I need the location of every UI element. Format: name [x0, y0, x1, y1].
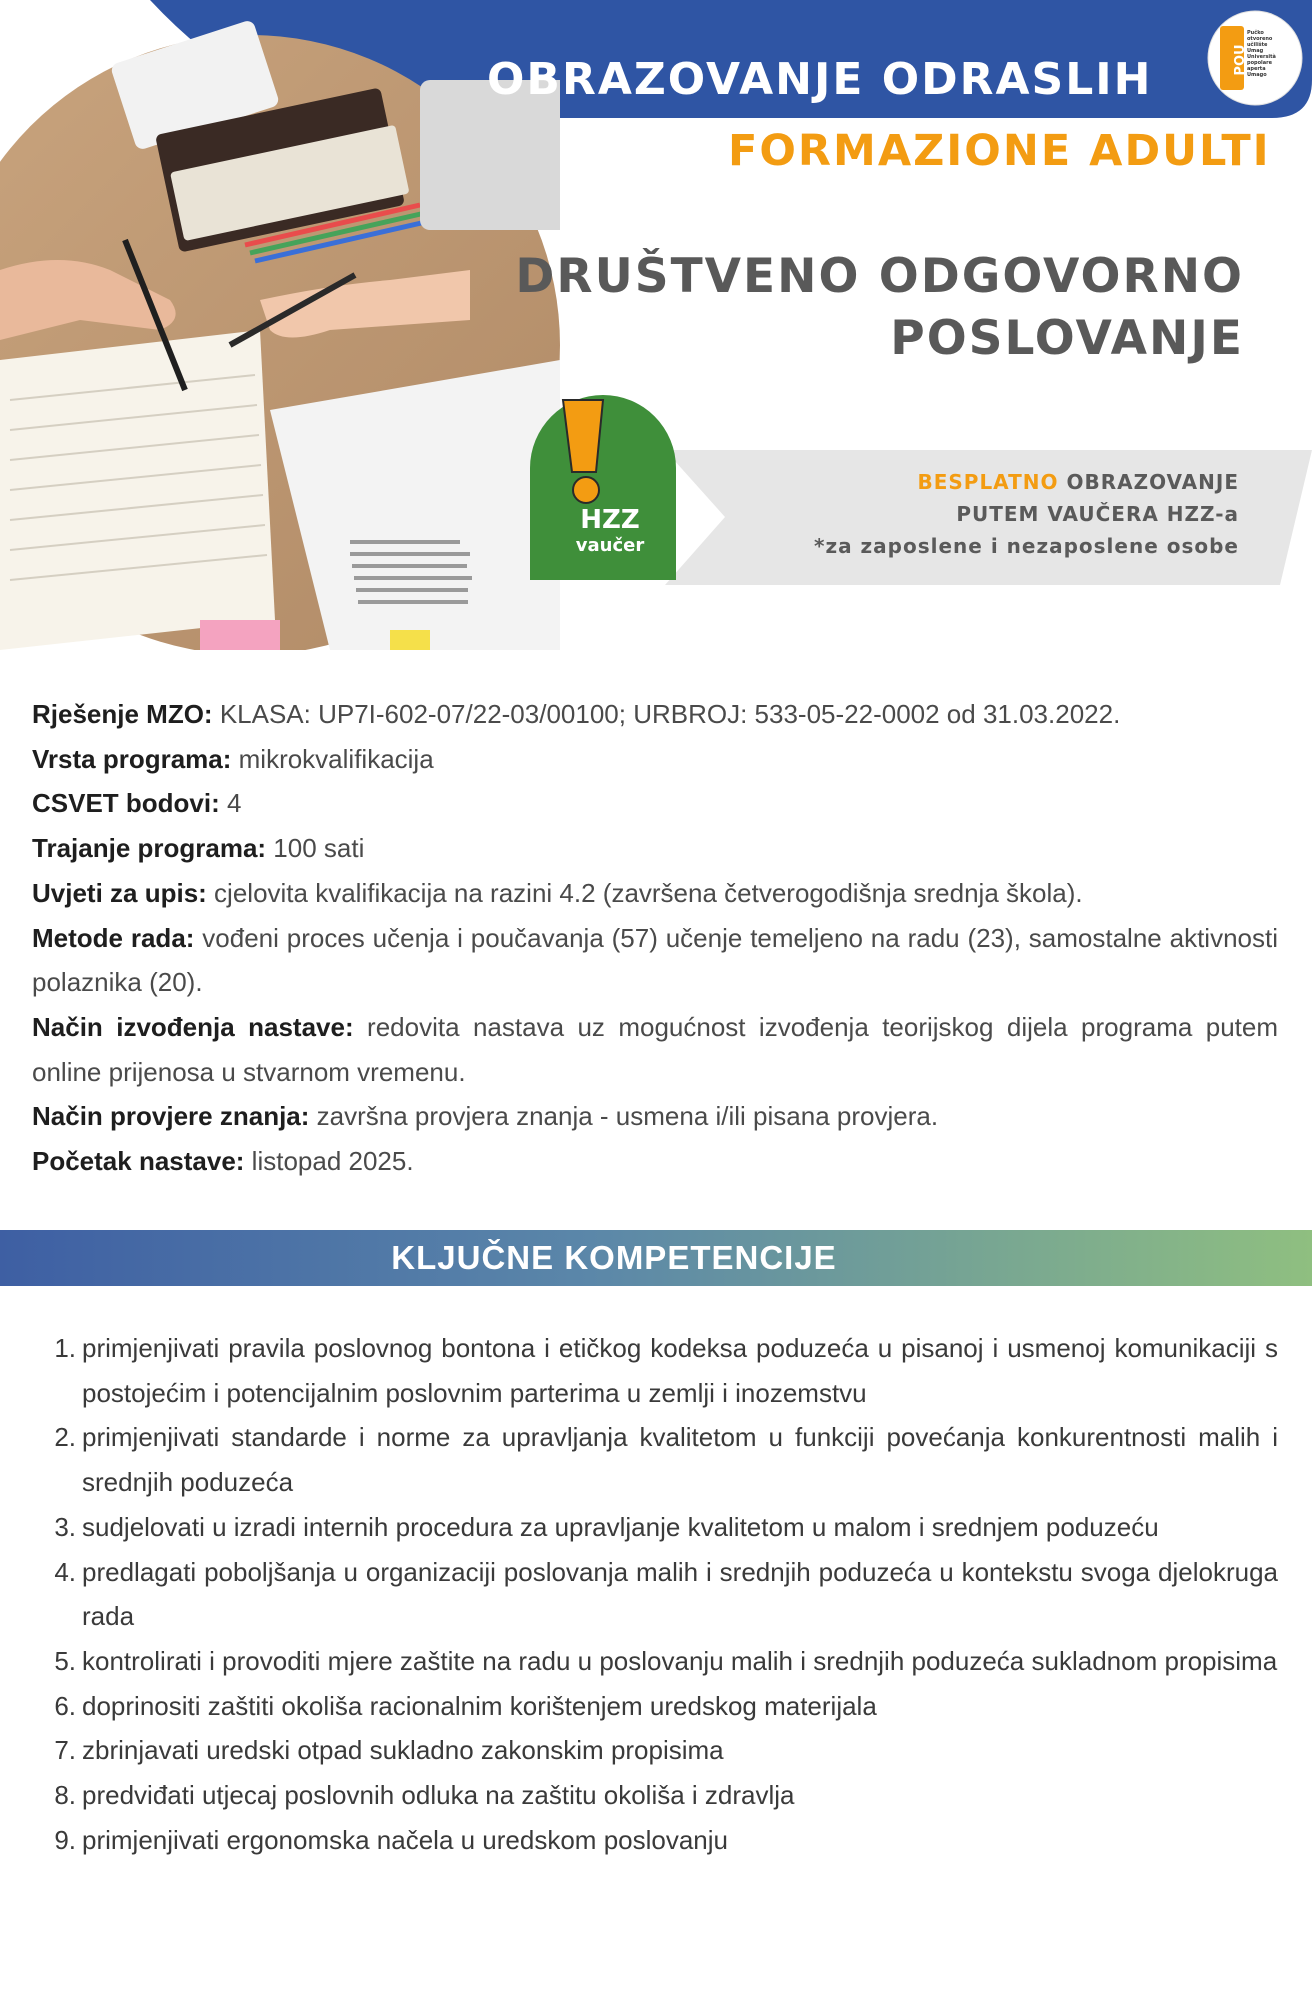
- voucher-banner-text: [814, 466, 1239, 562]
- logo-line: učilište: [1247, 42, 1268, 48]
- detail-value: listopad 2025.: [244, 1146, 414, 1177]
- title-it: FORMAZIONE ADULTI: [728, 126, 1271, 176]
- detail-value: vođeni proces učenja i poučavanja (57) učenje temeljeno na radu (23), samostalne aktivnosti polaznika (20).: [32, 922, 1278, 998]
- logo-line: Umago: [1247, 72, 1267, 78]
- item-number: 4.: [54, 1556, 76, 1587]
- detail-label: Način izvođenja nastave:: [32, 1011, 354, 1042]
- detail-label: Metode rada:: [32, 922, 195, 953]
- logo-line: Pučko: [1247, 30, 1264, 36]
- list-item: [42, 1684, 1278, 1729]
- title-hr: OBRAZOVANJE ODRASLIH: [487, 54, 1153, 105]
- detail-label: CSVET bodovi:: [32, 788, 220, 819]
- detail-value: 4: [219, 788, 242, 819]
- banner-free: BESPLATNO: [917, 470, 1059, 494]
- svg-text:POU: POU: [1233, 44, 1248, 76]
- program-details: [32, 692, 1278, 1184]
- item-number: 1.: [54, 1333, 76, 1363]
- detail-value: KLASA: UP7I-602-07/22-03/00100; URBROJ: 533-05-22-0002 od 31.03.2022.: [212, 699, 1121, 729]
- item-number: 6.: [54, 1690, 76, 1721]
- detail-row: [32, 1005, 1278, 1094]
- item-number: 5.: [54, 1645, 76, 1676]
- item-text: doprinositi zaštiti okoliša racionalnim korištenjem uredskog materijala: [82, 1690, 877, 1721]
- detail-row: [32, 781, 1278, 826]
- detail-row: [32, 692, 1278, 737]
- program-title-line1: DRUŠTVENO ODGOVORNO: [515, 249, 1244, 304]
- detail-label: Trajanje programa:: [32, 833, 267, 864]
- item-text: primjenjivati pravila poslovnog bontona i etičkog kodeksa poduzeća u pisanoj i usmenoj komunikaciji s postojećim i potencijalnim poslovnim parterima u zemlji i inozemstvu: [82, 1333, 1278, 1408]
- detail-value: mikrokvalifikacija: [231, 743, 434, 774]
- item-number: 2.: [54, 1422, 76, 1453]
- list-item: [42, 1773, 1278, 1818]
- banner-education: OBRAZOVANJE: [1058, 470, 1239, 494]
- logo-line: Umag: [1247, 48, 1264, 54]
- item-number: 9.: [54, 1824, 76, 1855]
- detail-row: [32, 916, 1278, 1005]
- detail-row: [32, 737, 1278, 782]
- banner-line3: *za zaposlene i nezaposlene osobe: [813, 534, 1239, 558]
- detail-row: [32, 1094, 1278, 1139]
- list-item: [42, 1818, 1278, 1863]
- detail-row: [32, 1139, 1278, 1184]
- detail-label: Vrsta programa:: [32, 743, 232, 774]
- detail-value: cjelovita kvalifikacija na razini 4.2 (završena četverogodišnja srednja škola).: [206, 877, 1083, 908]
- competencies-band: [0, 1230, 1312, 1286]
- list-item: [42, 1639, 1278, 1684]
- logo-line: aperta: [1247, 66, 1266, 72]
- detail-row: [32, 826, 1278, 871]
- item-text: predviđati utjecaj poslovnih odluka na zaštitu okoliša i zdravlja: [82, 1780, 795, 1811]
- item-text: primjenjivati ergonomska načela u uredskom poslovanju: [82, 1824, 729, 1855]
- hzz-small: vaučer: [575, 535, 645, 556]
- item-number: 7.: [54, 1735, 76, 1766]
- detail-label: Početak nastave:: [32, 1146, 245, 1177]
- list-item: [42, 1415, 1278, 1504]
- item-text: kontrolirati i provoditi mjere zaštite na radu u poslovanju malih i srednjih poduzeća sukladnom propisima: [82, 1645, 1278, 1676]
- detail-row: [32, 871, 1278, 916]
- competencies-list: [42, 1326, 1278, 1862]
- header-titles: [0, 0, 1312, 650]
- item-text: primjenjivati standarde i norme za upravljanja kvalitetom u funkciji povećanja konkurentnosti malih i srednjih poduzeća: [82, 1422, 1278, 1498]
- program-title-line2: POSLOVANJE: [890, 311, 1244, 366]
- logo-line: popolare: [1247, 60, 1272, 66]
- logo-line: Università: [1247, 54, 1276, 60]
- list-item: [42, 1550, 1278, 1639]
- list-item: [42, 1728, 1278, 1773]
- detail-label: Uvjeti za upis:: [32, 877, 207, 908]
- detail-label: Način provjere znanja:: [32, 1101, 310, 1132]
- list-item: [42, 1326, 1278, 1415]
- detail-label: Rješenje MZO:: [32, 699, 213, 729]
- item-text: zbrinjavati uredski otpad sukladno zakonskim propisima: [82, 1735, 724, 1766]
- hzz-big: HZZ: [580, 505, 640, 535]
- item-text: predlagati poboljšanja u organizaciji poslovanja malih i srednjih poduzeća u kontekstu svoga djelokruga rada: [82, 1556, 1278, 1632]
- banner-line2: PUTEM VAUČERA HZZ-a: [956, 502, 1239, 526]
- hzz-label: [560, 505, 660, 557]
- logo-line: otvoreno: [1247, 36, 1273, 42]
- detail-value: završna provjera znanja - usmena i/ili pisana provjera.: [309, 1101, 939, 1132]
- detail-value: 100 sati: [266, 833, 365, 864]
- item-text: sudjelovati u izradi internih procedura za upravljanje kvalitetom u malom i srednjem poduzeću: [82, 1511, 1159, 1542]
- list-item: [42, 1505, 1278, 1550]
- logo-text: [1247, 30, 1276, 78]
- detail-value: redovita nastava uz mogućnost izvođenja teorijskog dijela programa putem online prijenosa u stvarnom vremenu.: [32, 1011, 1278, 1087]
- program-title: [515, 246, 1244, 370]
- competencies-title: KLJUČNE KOMPETENCIJE: [391, 1239, 837, 1276]
- item-number: 8.: [54, 1780, 76, 1811]
- item-number: 3.: [54, 1511, 76, 1542]
